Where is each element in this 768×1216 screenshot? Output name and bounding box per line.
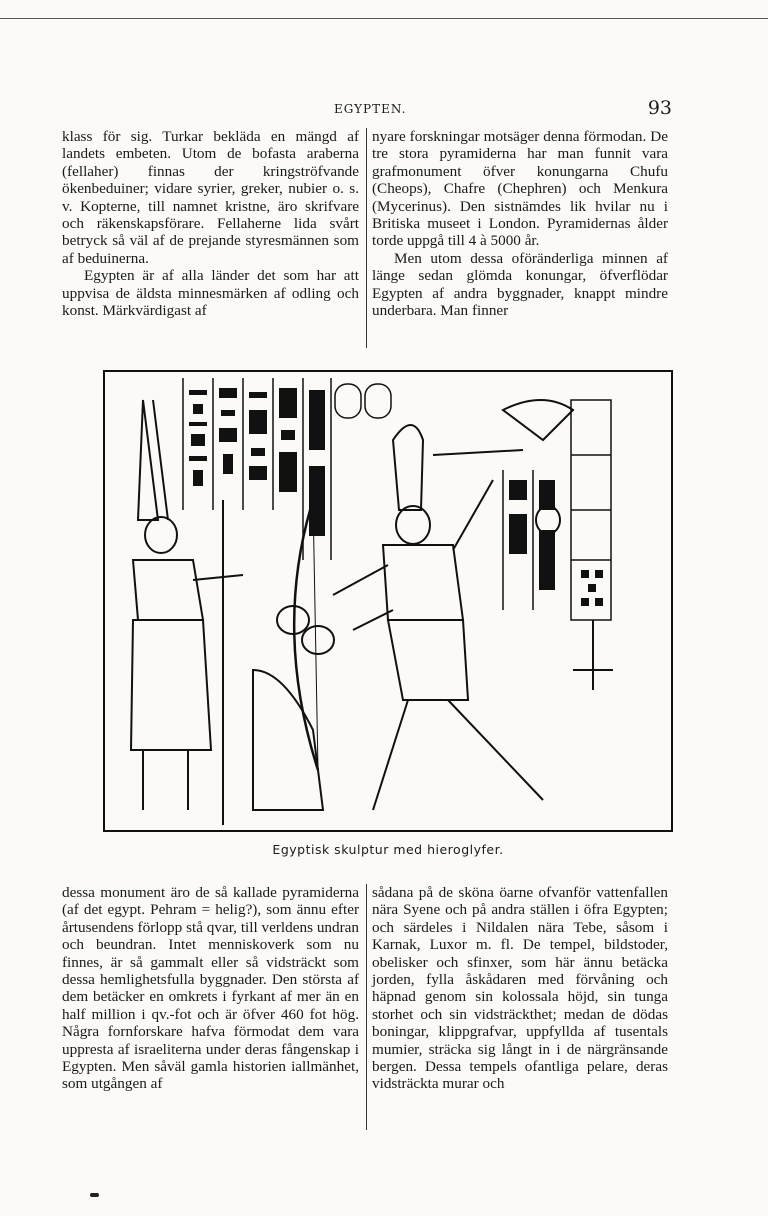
bottom-left-column (62, 884, 359, 1093)
top-left-column (62, 128, 359, 319)
page-number: 93 (647, 97, 672, 119)
bottom-right-column (372, 884, 668, 1093)
paragraph: Men utom dessa oföränderliga minnen af länge sedan glömda konungar, öfverflödar Egypten af andra byggnader, knappt mindre underbara. Man finner (372, 249, 668, 320)
column-rule (366, 128, 367, 348)
column-rule (366, 884, 367, 1130)
top-rule (0, 18, 768, 19)
page-header (62, 97, 672, 124)
paragraph: dessa monument äro de så kallade pyramiderna (af det egypt. Pehram = helig?), som ännu efter årtusendens förlopp stå qvar, till verldens undran och beundran. Intet menniskoverk som nu finnes, är så gammalt eller så vidsträckt som dessa hemlighetsfulla byggnader. Den största af dem betäcker en omkrets i fyrkant af mer än en half million i qv.-fot och är öfver 460 fot hög. Några fornforskare hafva förmodat dem vara uppresta af israeliterna under deras fångenskap i Egypten. Men såväl gamla historien iallmänhet, som utgången af (62, 884, 359, 1093)
figure-caption: Egyptisk skulptur med hieroglyfer. (272, 842, 504, 857)
footer-mark (90, 1193, 99, 1197)
running-head: EGYPTEN. (334, 102, 407, 116)
paragraph: Egypten är af alla länder det som har att uppvisa de äldsta minnesmärken af odling och konst. Märkvärdigast af (62, 267, 359, 320)
top-right-column (372, 128, 668, 319)
paragraph: klass för sig. Turkar bekläda en mängd af landets embeten. Utom de bofasta araberna (fellaher) finnas der kringströfvande ökenbeduiner; vidare syrier, greker, nubier o. s. v. Kopterne, till namnet kristne, äro skrifvare och räkenskapsförare. Fellaherne lida svårt betryck så väl af de prejande styresmännen som af beduinerna. (62, 128, 359, 267)
paragraph: sådana på de sköna öarne ofvanför vattenfallen nära Syene och på andra ställen i öfra Egypten; och särdeles i Nildalen nära Tebe, såsom i Karnak, Luxor m. fl. De tempel, bildstoder, obelisker och sfinxer, som här ännu betäcka jorden, fylla åskådaren med förvåning och häpnad genom sin kolossala höjd, sin tunga storhet och sin vidsträckthet; medan de dödas boningar, klippgrafvar, uppfyllda af tusentals mumier, sträcka sig långt in i de närgränsande bergen. Dessa tempels ofantliga pelare, deras vidsträckta murar och (372, 884, 668, 1093)
paragraph: nyare forskningar motsäger denna förmodan. De tre stora pyramiderna har man funnit vara grafmonument öfver konungarna Chufu (Cheops), Chafre (Chephren) och Menkura (Mycerinus). Den sistnämdes lik hvilar nu i Britiska museet i London. Pyramidernas ålder torde uppgå till 4 à 5000 år. (372, 128, 668, 250)
sculpture-illustration (103, 370, 673, 832)
